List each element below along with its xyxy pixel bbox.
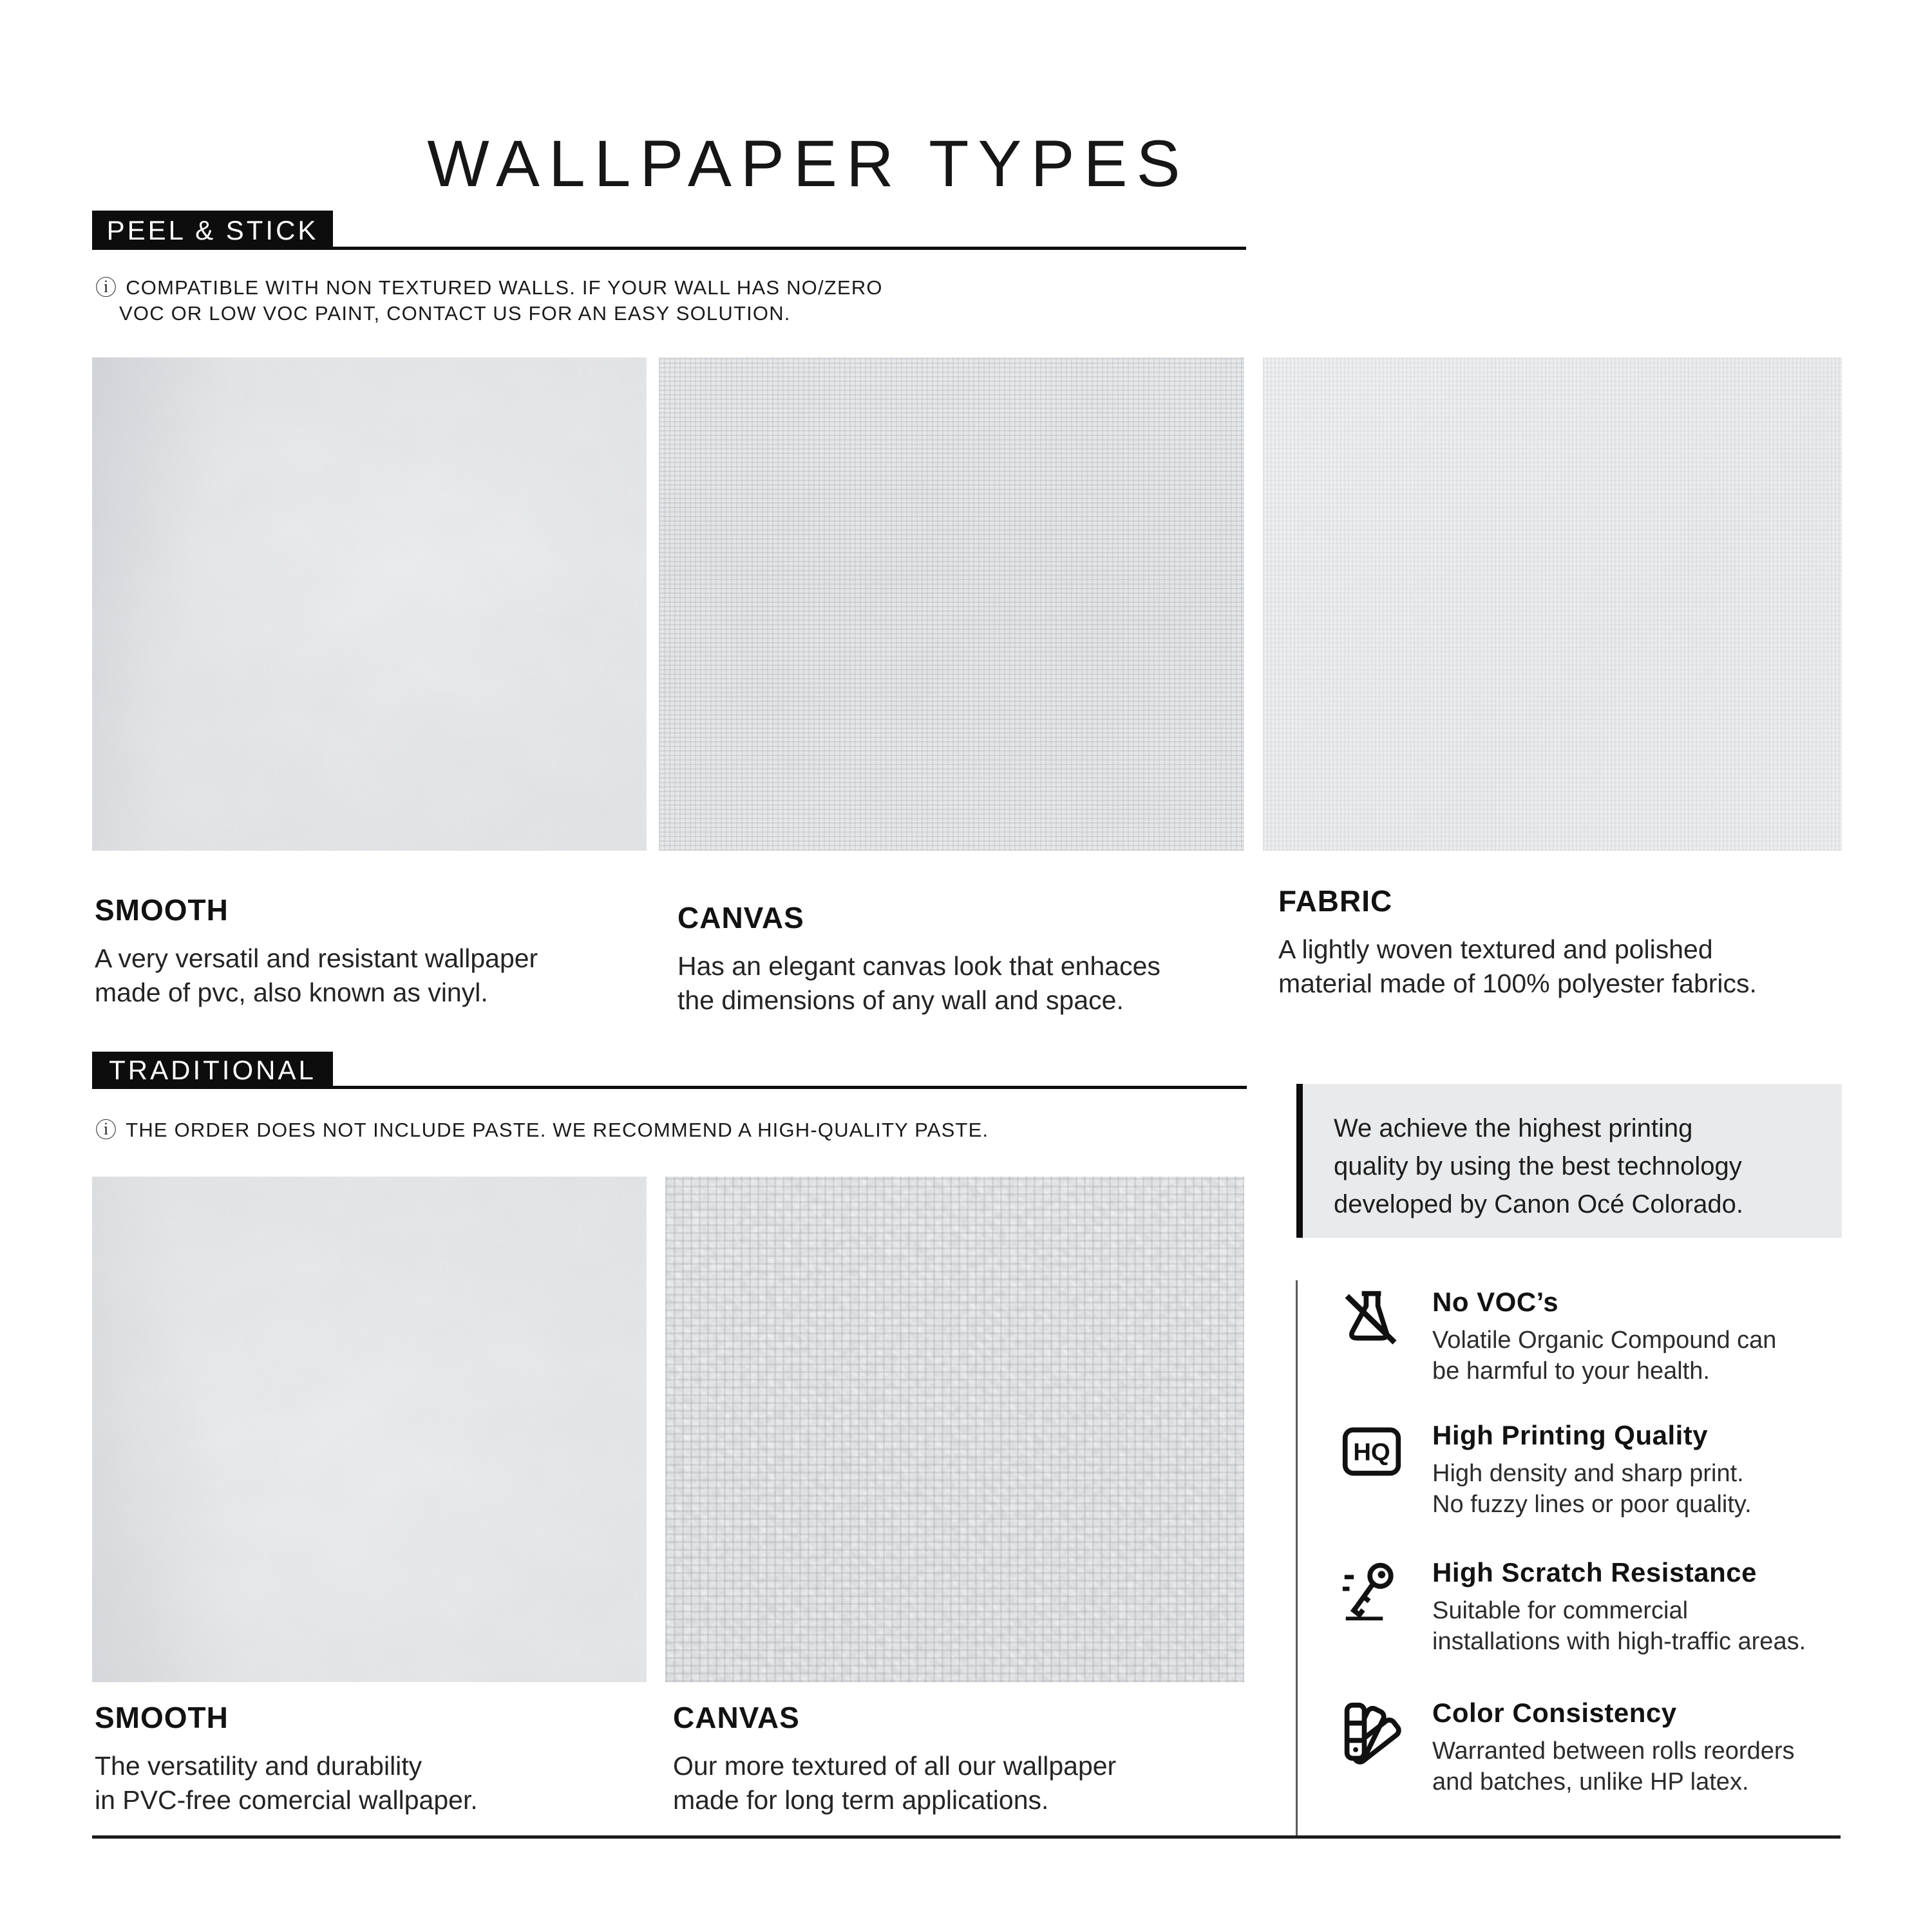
texture-noise-overlay — [659, 357, 1244, 851]
printing-quality-note-panel — [1296, 1084, 1842, 1238]
feature-description-line: be harmful to your health. — [1432, 1358, 1710, 1385]
texture-caption-smooth-peel — [95, 893, 538, 1010]
feature-description-line: No fuzzy lines or poor quality. — [1432, 1491, 1752, 1518]
note-text: COMPATIBLE WITH NON TEXTURED WALLS. IF YOUR WALL HAS NO/ZERO — [126, 276, 883, 299]
texture-caption-canvas-peel — [677, 900, 1160, 1018]
texture-description-line: made of pvc, also known as vinyl. — [95, 978, 488, 1007]
features-divider — [1296, 1280, 1298, 1835]
hq-print-icon — [1341, 1420, 1408, 1481]
texture-description-line: made for long term applications. — [673, 1785, 1049, 1815]
feature-description-line: Suitable for commercial — [1432, 1597, 1689, 1624]
texture-swatch-fabric-peel — [1263, 357, 1842, 851]
texture-description-line: Our more textured of all our wallpaper — [673, 1751, 1117, 1781]
texture-description-line: the dimensions of any wall and space. — [677, 985, 1124, 1015]
texture-caption-smooth-traditional — [95, 1700, 478, 1817]
texture-swatch-canvas-traditional — [665, 1177, 1244, 1682]
info-icon: ⓘ — [95, 276, 118, 299]
texture-caption-fabric-peel — [1278, 884, 1757, 1001]
texture-name: CANVAS — [677, 901, 804, 934]
color-swatches-icon — [1341, 1698, 1408, 1770]
texture-name: SMOOTH — [95, 1701, 229, 1734]
section-badge-peel-stick: PEEL & STICK — [92, 211, 333, 250]
texture-description-line: Has an elegant canvas look that enhaces — [677, 951, 1160, 981]
panel-text-line: developed by Canon Océ Colorado. — [1334, 1190, 1743, 1218]
feature-title: High Scratch Resistance — [1432, 1557, 1757, 1587]
section-badge-traditional: TRADITIONAL — [92, 1052, 333, 1089]
texture-swatch-smooth-peel — [92, 357, 647, 851]
texture-description-line: The versatility and durability — [95, 1751, 422, 1781]
info-icon: ⓘ — [95, 1118, 118, 1142]
section-rule-traditional — [92, 1086, 1247, 1089]
texture-description-line: in PVC-free comercial wallpaper. — [95, 1785, 478, 1815]
bottom-separator — [92, 1835, 1841, 1839]
texture-noise-overlay — [92, 1177, 647, 1682]
feature-no-vocs — [1341, 1287, 1776, 1387]
texture-caption-canvas-traditional — [673, 1700, 1116, 1817]
texture-noise-overlay — [92, 357, 647, 851]
feature-description-line: and batches, unlike HP latex. — [1432, 1768, 1749, 1795]
peel-stick-note-line1 — [95, 270, 883, 301]
texture-name: SMOOTH — [95, 893, 229, 927]
feature-title: Color Consistency — [1432, 1698, 1677, 1728]
traditional-note — [95, 1113, 989, 1143]
note-text: THE ORDER DOES NOT INCLUDE PASTE. WE RECOMMEND A HIGH-QUALITY PASTE. — [126, 1119, 989, 1141]
texture-description-line: A lightly woven textured and polished — [1278, 934, 1713, 964]
peel-stick-note-line2: VOC OR LOW VOC PAINT, CONTACT US FOR AN EASY SOLUTION. — [119, 302, 791, 325]
feature-high-scratch-resistance — [1341, 1557, 1806, 1657]
texture-noise-overlay — [1263, 357, 1842, 851]
texture-noise-overlay — [665, 1177, 1244, 1682]
panel-text-line: We achieve the highest printing — [1334, 1114, 1693, 1142]
texture-name: FABRIC — [1278, 884, 1393, 918]
feature-description-line: Warranted between rolls reorders — [1432, 1738, 1795, 1765]
page-title: WALLPAPER TYPES — [427, 127, 1189, 201]
section-rule-peel-stick — [92, 247, 1246, 250]
no-voc-flask-icon — [1341, 1287, 1408, 1354]
feature-high-printing-quality — [1341, 1420, 1752, 1520]
svg-text:HQ: HQ — [1353, 1438, 1390, 1466]
panel-text-line: quality by using the best technology — [1334, 1152, 1742, 1180]
feature-description-line: installations with high-traffic areas. — [1432, 1628, 1806, 1655]
texture-name: CANVAS — [673, 1701, 800, 1734]
texture-swatch-smooth-traditional — [92, 1177, 647, 1682]
scratch-key-icon — [1341, 1557, 1408, 1627]
feature-description-line: High density and sharp print. — [1432, 1460, 1744, 1487]
texture-description-line: A very versatil and resistant wallpaper — [95, 943, 538, 973]
feature-color-consistency — [1341, 1698, 1795, 1797]
texture-swatch-canvas-peel — [659, 357, 1244, 851]
feature-description-line: Volatile Organic Compound can — [1432, 1327, 1777, 1354]
feature-title: High Printing Quality — [1432, 1420, 1709, 1450]
feature-title: No VOC’s — [1432, 1287, 1559, 1317]
texture-description-line: material made of 100% polyester fabrics. — [1278, 969, 1757, 998]
